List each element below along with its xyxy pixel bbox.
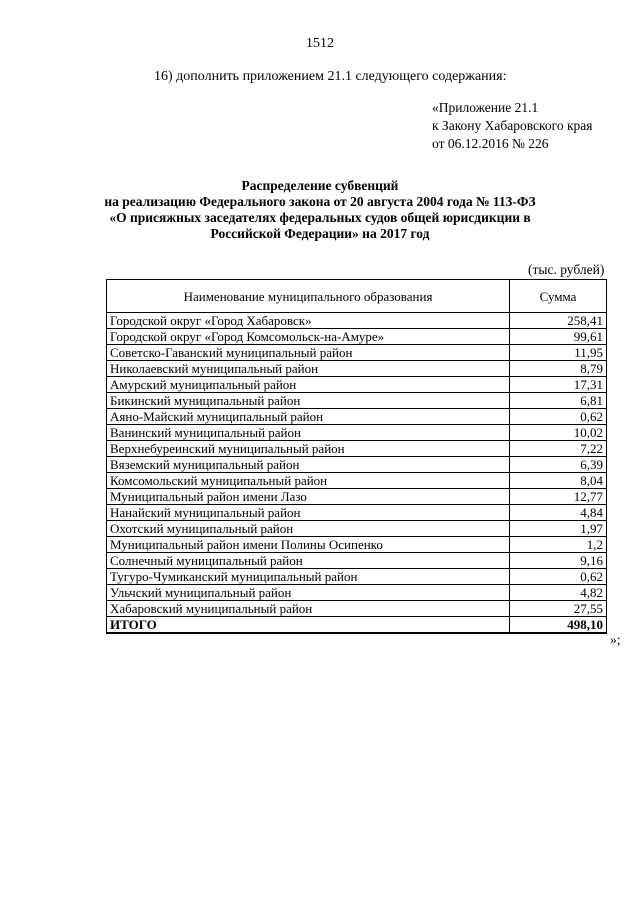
row-sum: 4,84 <box>510 505 607 521</box>
row-name: Аяно-Майский муниципальный район <box>107 409 510 425</box>
table-body <box>107 313 607 617</box>
header-sum: Сумма <box>510 280 607 313</box>
table-row <box>107 313 607 329</box>
header-name: Наименование муниципального образования <box>107 280 510 313</box>
row-name: Тугуро-Чумиканский муниципальный район <box>107 569 510 585</box>
table-row <box>107 505 607 521</box>
appendix-reference <box>432 99 593 153</box>
appendix-line-3: от 06.12.2016 № 226 <box>432 136 549 151</box>
table-header-row <box>107 280 607 313</box>
title-line-1: Распределение субвенций <box>241 178 399 193</box>
row-sum: 27,55 <box>510 601 607 617</box>
table-row <box>107 569 607 585</box>
row-sum: 17,31 <box>510 377 607 393</box>
row-name: Муниципальный район имени Лазо <box>107 489 510 505</box>
appendix-line-2: к Закону Хабаровского края <box>432 118 593 133</box>
row-sum: 258,41 <box>510 313 607 329</box>
title-line-2: на реализацию Федерального закона от 20 августа 2004 года № 113-ФЗ <box>104 194 536 209</box>
table-row <box>107 329 607 345</box>
title-line-4: Российской Федерации» на 2017 год <box>210 226 430 241</box>
table-row <box>107 537 607 553</box>
table-row <box>107 345 607 361</box>
table-row <box>107 361 607 377</box>
appendix-line-1: «Приложение 21.1 <box>432 100 539 115</box>
row-name: Охотский муниципальный район <box>107 521 510 537</box>
row-name: Советско-Гаванский муниципальный район <box>107 345 510 361</box>
table-row <box>107 409 607 425</box>
row-sum: 12,77 <box>510 489 607 505</box>
row-name: Комсомольский муниципальный район <box>107 473 510 489</box>
row-sum: 9,16 <box>510 553 607 569</box>
total-row <box>107 617 607 634</box>
row-sum: 6,81 <box>510 393 607 409</box>
row-sum: 0,62 <box>510 409 607 425</box>
row-name: Солнечный муниципальный район <box>107 553 510 569</box>
row-sum: 0,62 <box>510 569 607 585</box>
row-sum: 99,61 <box>510 329 607 345</box>
table-row <box>107 441 607 457</box>
table-row <box>107 377 607 393</box>
table-row <box>107 489 607 505</box>
row-sum: 4,82 <box>510 585 607 601</box>
row-name: Городской округ «Город Комсомольск-на-Амуре» <box>107 329 510 345</box>
units-label: (тыс. рублей) <box>528 262 605 277</box>
table-row <box>107 521 607 537</box>
row-sum: 11,95 <box>510 345 607 361</box>
row-name: Муниципальный район имени Полины Осипенко <box>107 537 510 553</box>
table-row <box>107 473 607 489</box>
row-sum: 1,2 <box>510 537 607 553</box>
table-row <box>107 425 607 441</box>
row-sum: 8,04 <box>510 473 607 489</box>
row-sum: 1,97 <box>510 521 607 537</box>
total-sum: 498,10 <box>510 617 607 634</box>
row-name: Бикинский муниципальный район <box>107 393 510 409</box>
intro-text: 16) дополнить приложением 21.1 следующего содержания: <box>154 69 507 84</box>
table-row <box>107 457 607 473</box>
row-name: Николаевский муниципальный район <box>107 361 510 377</box>
table-row <box>107 553 607 569</box>
table-row <box>107 393 607 409</box>
row-name: Хабаровский муниципальный район <box>107 601 510 617</box>
row-name: Верхнебуреинский муниципальный район <box>107 441 510 457</box>
page-number: 1512 <box>306 36 334 51</box>
row-name: Ванинский муниципальный район <box>107 425 510 441</box>
row-name: Вяземский муниципальный район <box>107 457 510 473</box>
row-name: Амурский муниципальный район <box>107 377 510 393</box>
row-sum: 7,22 <box>510 441 607 457</box>
document-title <box>90 178 550 242</box>
row-name: Ульчский муниципальный район <box>107 585 510 601</box>
row-sum: 6,39 <box>510 457 607 473</box>
title-line-3: «О присяжных заседателях федеральных судов общей юрисдикции в <box>109 210 531 225</box>
row-name: Нанайский муниципальный район <box>107 505 510 521</box>
total-label: ИТОГО <box>107 617 510 634</box>
row-name: Городской округ «Город Хабаровск» <box>107 313 510 329</box>
closing-quote: »; <box>610 632 621 647</box>
row-sum: 10,02 <box>510 425 607 441</box>
table-row <box>107 601 607 617</box>
table-row <box>107 585 607 601</box>
distribution-table <box>106 279 607 634</box>
row-sum: 8,79 <box>510 361 607 377</box>
